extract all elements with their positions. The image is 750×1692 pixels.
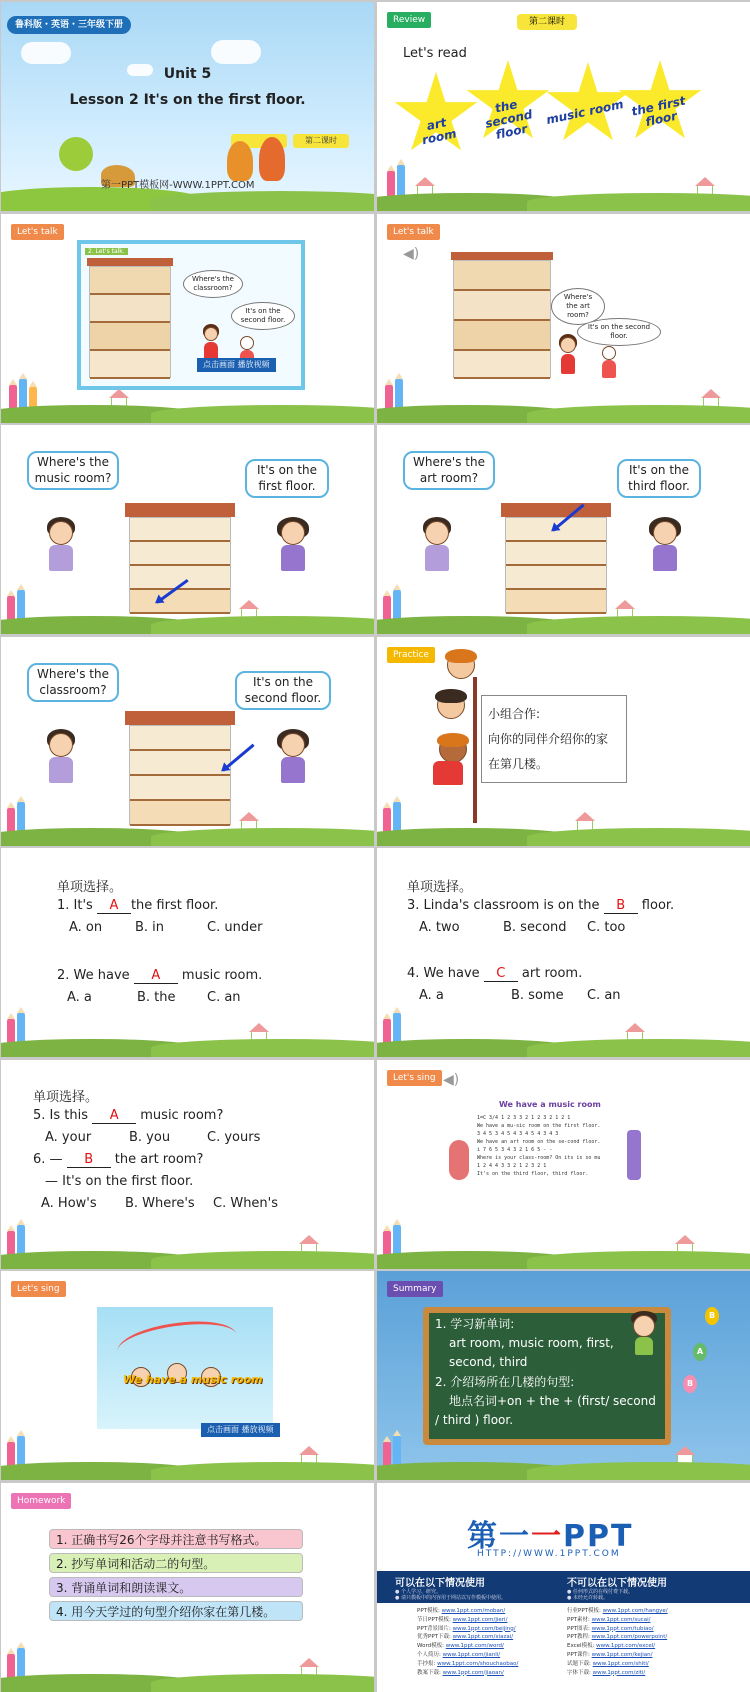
- link-label: 教案下载:: [417, 1669, 443, 1676]
- speaker-icon[interactable]: ◀): [443, 1072, 460, 1088]
- link-label: 字体下载:: [567, 1669, 593, 1676]
- slide-credits[interactable]: [377, 1483, 750, 1692]
- option-c[interactable]: C. too: [587, 920, 626, 935]
- cloud-decoration: [21, 42, 71, 64]
- practice-line: 向你的同伴介绍你的家: [488, 732, 609, 747]
- answer-reply: — It's on the first floor.: [45, 1174, 194, 1189]
- answer-bubble: It's on the first floor.: [245, 459, 329, 498]
- answer-bubble: It's on the second floor.: [235, 671, 331, 710]
- answer-blank[interactable]: A: [97, 898, 131, 914]
- ground-decoration: [377, 588, 750, 634]
- link-label: PPT教程:: [567, 1634, 592, 1641]
- answer-blank[interactable]: A: [134, 968, 178, 984]
- score-line: 3 4 5 3 4 5 4 3 4 5 4 3 4 3: [477, 1131, 559, 1137]
- question-6: 6. — B the art room?: [33, 1152, 204, 1167]
- unit-title: Unit 5: [163, 66, 212, 82]
- slide-title[interactable]: [1, 2, 374, 211]
- resource-link[interactable]: www.1ppt.com/ziti/: [592, 1669, 646, 1676]
- answer-blank[interactable]: B: [67, 1152, 111, 1168]
- link-label: PPT模板:: [417, 1608, 442, 1614]
- quiz-heading: 单项选择。: [33, 1090, 99, 1105]
- slide-lets-talk[interactable]: [377, 214, 750, 423]
- student-character: [629, 1311, 663, 1361]
- question-1: 1. It's A the first floor.: [57, 898, 219, 913]
- option-c[interactable]: C. yours: [207, 1130, 261, 1145]
- link-row: [417, 1669, 518, 1678]
- quiz-heading: 单项选择。: [57, 880, 123, 895]
- can-use-text: ● 个人学习、研究。 ● 请只模板中的内容用于网站以写作模板中使用。: [395, 1589, 506, 1601]
- school-building: [453, 260, 551, 378]
- link-row: [567, 1633, 668, 1642]
- cloud-decoration: [211, 40, 261, 64]
- summary-line: 1. 学习新单词:: [435, 1317, 515, 1331]
- link-row: [417, 1616, 518, 1625]
- slide-quiz-1[interactable]: [1, 848, 374, 1057]
- answer-bubble: It's on the second floor.: [231, 302, 295, 330]
- score-line: i 7 6 5 3 4 3 2 1 6 5 - -: [477, 1147, 553, 1153]
- usage-banner: [377, 1571, 750, 1603]
- link-row: [567, 1642, 668, 1651]
- textbook-badge: 鲁科版・英语・三年级下册: [7, 16, 131, 34]
- ground-decoration: [377, 1011, 750, 1057]
- site-url[interactable]: HTTP://WWW.1PPT.COM: [477, 1549, 621, 1559]
- star-word[interactable]: music room: [545, 97, 625, 128]
- ground-decoration: [1, 1011, 374, 1057]
- resource-link[interactable]: www.1ppt.com/jiaoan/: [442, 1669, 504, 1676]
- ground-decoration: [1, 377, 374, 423]
- option-a[interactable]: A. two: [419, 920, 460, 935]
- balloon-icon: B: [705, 1307, 719, 1325]
- ground-decoration: [377, 800, 750, 846]
- boy-character: [421, 517, 455, 577]
- option-a[interactable]: A. a: [419, 988, 444, 1003]
- slide-lets-sing-score[interactable]: [377, 1060, 750, 1269]
- can-use-title: 可以在以下情况使用: [395, 1578, 485, 1589]
- homework-item: 3. 背诵单词和朗读课文。: [49, 1577, 303, 1597]
- option-a[interactable]: A. your: [45, 1130, 92, 1145]
- resource-link[interactable]: www.1ppt.com/beijing/: [452, 1625, 516, 1632]
- question-4: 4. We have C art room.: [407, 966, 583, 981]
- link-row: [567, 1625, 668, 1634]
- roof: [87, 258, 173, 266]
- section-tag: Let's talk: [11, 224, 64, 240]
- link-row: [567, 1660, 668, 1669]
- slide-summary[interactable]: [377, 1271, 750, 1480]
- option-b[interactable]: B. you: [129, 1130, 171, 1145]
- answer-blank[interactable]: A: [92, 1108, 136, 1124]
- ground-decoration: [377, 165, 750, 211]
- slide-art-room[interactable]: [377, 425, 750, 634]
- question-5: 5. Is this A music room?: [33, 1108, 224, 1123]
- balloon-icon: B: [683, 1375, 697, 1393]
- homework-item: 1. 正确书写26个字母并注意书写格式。: [49, 1529, 303, 1549]
- resource-link[interactable]: www.1ppt.com/sucai/: [591, 1616, 651, 1623]
- slide-review[interactable]: [377, 2, 750, 211]
- practice-box: [481, 695, 627, 783]
- resource-link[interactable]: www.1ppt.com/shouchaobao/: [437, 1660, 519, 1667]
- resource-link[interactable]: www.1ppt.com/powerpoint/: [591, 1634, 668, 1641]
- girl-character: [277, 729, 311, 789]
- practice-line: 在第几楼。: [488, 757, 549, 772]
- option-b[interactable]: B. Where's: [125, 1196, 195, 1211]
- period-label: 第二课时: [293, 134, 349, 148]
- link-row: [417, 1625, 518, 1634]
- answer-bubble: It's on the second floor.: [577, 318, 661, 346]
- link-label: PPT素材:: [567, 1616, 592, 1623]
- summary-line: art room, music room, first,: [449, 1336, 614, 1351]
- link-row: [417, 1651, 518, 1660]
- link-row: [567, 1651, 668, 1660]
- site-logo[interactable]: 第一一PPT: [467, 1519, 634, 1554]
- link-row: [417, 1660, 518, 1669]
- cannot-use-title: 不可以在以下情况使用: [567, 1578, 667, 1589]
- link-label: 手抄报:: [417, 1660, 438, 1667]
- ground-decoration: [1, 1646, 374, 1692]
- answer-blank[interactable]: C: [484, 966, 518, 982]
- option-c[interactable]: C. under: [207, 920, 263, 935]
- link-row: [417, 1642, 518, 1651]
- slide-music-room[interactable]: [1, 425, 374, 634]
- section-tag: Homework: [11, 1493, 71, 1509]
- ground-decoration: [377, 1434, 750, 1480]
- score-line: We have an art room on the se-cond floor.: [477, 1139, 601, 1145]
- resource-link[interactable]: www.1ppt.com/xiazai/: [452, 1634, 514, 1641]
- option-a[interactable]: A. How's: [41, 1196, 97, 1211]
- section-tag: Summary: [387, 1281, 443, 1297]
- roof: [451, 252, 553, 260]
- song-title: We have a music room: [499, 1100, 601, 1109]
- option-c[interactable]: C. When's: [213, 1196, 279, 1211]
- link-row: [567, 1607, 668, 1616]
- boy-character: [45, 517, 79, 577]
- answer-bubble: It's on the third floor.: [617, 459, 701, 498]
- link-label: 优秀PPT下载:: [417, 1634, 453, 1641]
- question-bubble: Where's the art room?: [551, 288, 605, 325]
- right-link-list: [567, 1607, 668, 1677]
- homework-item: 2. 抄写单词和活动二的句型。: [49, 1553, 303, 1573]
- score-line: 1 2 4 4 3 3 2 1 2 3 2 1: [477, 1163, 547, 1169]
- left-link-list: [417, 1607, 518, 1677]
- link-label: 个人简历:: [417, 1651, 443, 1658]
- guitar-icon: [449, 1140, 469, 1180]
- cannot-use-text: ● 任何形式的在线付费下载。 ● 未经允许转载。: [567, 1589, 633, 1601]
- play-video-button[interactable]: 点击画面 播放视频: [201, 1423, 280, 1437]
- score-line: 1=C 3/4 1 2 3 3 2 1 2 3 2 1 2 1: [477, 1115, 571, 1121]
- option-c[interactable]: C. an: [587, 988, 621, 1003]
- resource-link[interactable]: www.1ppt.com/moban/: [441, 1608, 506, 1614]
- resource-link[interactable]: www.1ppt.com/shiti/: [592, 1660, 649, 1667]
- answer-blank[interactable]: B: [604, 898, 638, 914]
- section-tag: Review: [387, 12, 431, 28]
- link-label: Excel模板:: [567, 1643, 597, 1650]
- link-label: 节日PPT模板:: [417, 1616, 453, 1623]
- ground-decoration: [377, 377, 750, 423]
- slide-practice[interactable]: [377, 637, 750, 846]
- section-tag: Let's sing: [387, 1070, 442, 1086]
- link-row: [567, 1616, 668, 1625]
- roof: [501, 503, 611, 517]
- star-word[interactable]: art room: [420, 115, 458, 148]
- balloon-icon: A: [693, 1343, 707, 1361]
- section-tag: Let's talk: [387, 224, 440, 240]
- slide-homework[interactable]: [1, 1483, 374, 1692]
- music-score: [477, 1114, 627, 1224]
- option-b[interactable]: B. in: [135, 920, 165, 935]
- question-bubble: Where's the classroom?: [27, 663, 119, 702]
- option-b[interactable]: B. second: [503, 920, 567, 935]
- option-b[interactable]: B. the: [137, 990, 176, 1005]
- play-video-button[interactable]: 点击画面 播放视频: [197, 358, 276, 372]
- star-word[interactable]: the second floor: [484, 97, 534, 143]
- star-word[interactable]: the first floor: [630, 93, 687, 130]
- link-row: [417, 1633, 518, 1642]
- period-label: 第二课时: [517, 14, 577, 30]
- link-label: Word模板:: [417, 1643, 446, 1650]
- link-label: PPT图表:: [567, 1625, 592, 1632]
- summary-line: second, third: [449, 1355, 528, 1370]
- option-a[interactable]: A. a: [67, 990, 92, 1005]
- link-row: [417, 1607, 518, 1616]
- slide-quiz-3[interactable]: [1, 1060, 374, 1269]
- resource-link[interactable]: www.1ppt.com/kejian/: [591, 1651, 653, 1658]
- question-2: 2. We have A music room.: [57, 968, 263, 983]
- resource-link[interactable]: www.1ppt.com/hangye/: [602, 1608, 668, 1614]
- ground-decoration: [1, 1223, 374, 1269]
- lesson-title: Lesson 2 It's on the first floor.: [69, 92, 306, 108]
- link-label: PPT课件:: [567, 1651, 592, 1658]
- question-bubble: Where's the music room?: [27, 451, 119, 490]
- ground-decoration: [1, 1434, 374, 1480]
- link-row: [567, 1669, 668, 1678]
- section-tag: Let's sing: [11, 1281, 66, 1297]
- resource-link[interactable]: www.1ppt.com/jianli/: [442, 1651, 501, 1658]
- slide-classroom[interactable]: [1, 637, 374, 846]
- video-player[interactable]: [97, 1307, 273, 1429]
- slide-lets-sing-video[interactable]: [1, 1271, 374, 1480]
- ground-decoration: [377, 1223, 750, 1269]
- watermark-text: 第一PPT模板网-WWW.1PPT.COM: [101, 180, 255, 191]
- girl-character: [649, 517, 683, 577]
- keyboard-icon: [627, 1130, 641, 1180]
- option-b[interactable]: B. some: [511, 988, 564, 1003]
- practice-title: 小组合作:: [488, 707, 541, 721]
- roof: [125, 503, 235, 517]
- link-label: 行业PPT模板:: [567, 1608, 603, 1614]
- question-3: 3. Linda's classroom is on the B floor.: [407, 898, 675, 913]
- ground-decoration: [1, 800, 374, 846]
- homework-item: 4. 用今天学过的句型介绍你家在第几楼。: [49, 1601, 303, 1621]
- school-building: [89, 266, 171, 378]
- roof: [125, 711, 235, 725]
- link-label: 试题下载:: [567, 1660, 593, 1667]
- resource-link[interactable]: www.1ppt.com/excel/: [596, 1643, 656, 1650]
- summary-line: / third ) floor.: [435, 1412, 514, 1427]
- inset-label: 2. Let's talk.: [85, 248, 128, 255]
- score-line: Where is your class-room? On its is so mu: [477, 1155, 601, 1161]
- link-label: PPT背景图片:: [417, 1625, 453, 1632]
- boy-character: [45, 729, 79, 789]
- quiz-heading: 单项选择。: [407, 880, 473, 895]
- score-line: It's on the third floor, third floor.: [477, 1171, 589, 1177]
- slide-quiz-2[interactable]: [377, 848, 750, 1057]
- option-c[interactable]: C. an: [207, 990, 241, 1005]
- resource-link[interactable]: www.1ppt.com/tubiao/: [591, 1625, 654, 1632]
- score-line: We have a mu-sic room on the first floor.: [477, 1123, 601, 1129]
- summary-line: 地点名词+on + the + (first/ second: [449, 1393, 656, 1408]
- speaker-icon[interactable]: ◀): [403, 246, 420, 262]
- video-title: We have a music room: [123, 1373, 263, 1386]
- slide-lets-talk-video[interactable]: [1, 214, 374, 423]
- girl-character: [277, 517, 311, 577]
- resource-link[interactable]: www.1ppt.com/jieri/: [452, 1616, 508, 1623]
- question-bubble: Where's the art room?: [403, 451, 495, 490]
- lets-read-heading: Let's read: [403, 46, 467, 61]
- option-a[interactable]: A. on: [69, 920, 103, 935]
- resource-link[interactable]: www.1ppt.com/word/: [445, 1643, 504, 1650]
- summary-line: 2. 介绍场所在几楼的句型:: [435, 1374, 575, 1389]
- ground-decoration: [1, 588, 374, 634]
- section-tag: Practice: [387, 647, 435, 663]
- question-bubble: Where's the classroom?: [183, 270, 243, 298]
